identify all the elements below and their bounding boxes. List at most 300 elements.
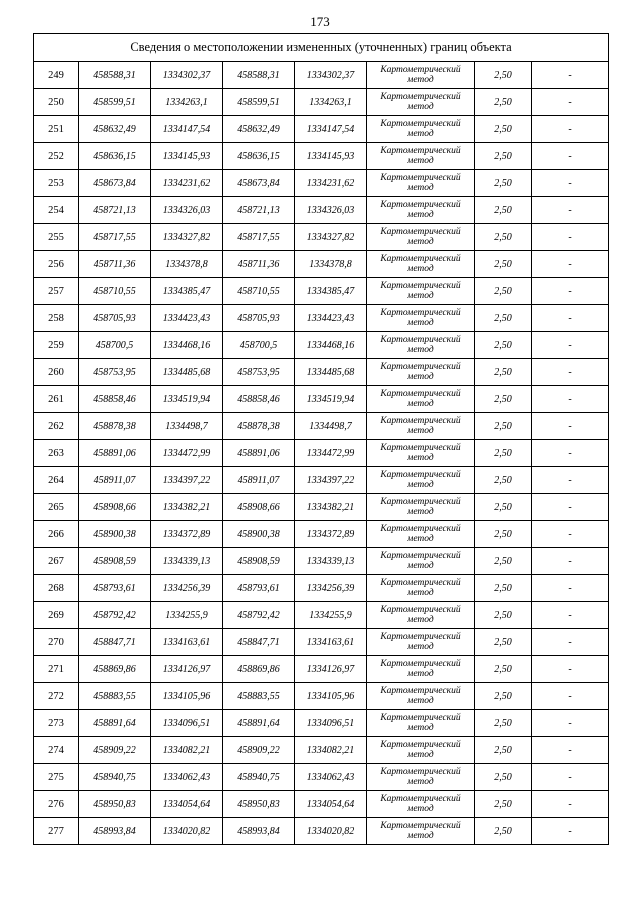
cell-description: - xyxy=(532,251,609,278)
cell-accuracy: 2,50 xyxy=(475,494,532,521)
cell-x-existing: 458753,95 xyxy=(79,359,151,386)
cell-description: - xyxy=(532,710,609,737)
method-line-1: Картометрический xyxy=(380,281,461,291)
cell-x-new: 458847,71 xyxy=(223,629,295,656)
method-line-2: метод xyxy=(407,750,434,760)
cell-determination-method xyxy=(367,710,475,737)
method-line-1: Картометрический xyxy=(380,713,461,723)
cell-accuracy: 2,50 xyxy=(475,62,532,89)
method-line-2: метод xyxy=(407,777,434,787)
table-row xyxy=(34,683,609,710)
cell-determination-method xyxy=(367,575,475,602)
cell-determination-method xyxy=(367,170,475,197)
cell-y-new: 1334020,82 xyxy=(295,818,367,845)
cell-determination-method xyxy=(367,413,475,440)
cell-description: - xyxy=(532,116,609,143)
cell-point-number: 259 xyxy=(34,332,79,359)
cell-x-new: 458710,55 xyxy=(223,278,295,305)
cell-determination-method xyxy=(367,494,475,521)
cell-y-existing: 1334498,7 xyxy=(151,413,223,440)
cell-x-existing: 458636,15 xyxy=(79,143,151,170)
cell-x-new: 458858,46 xyxy=(223,386,295,413)
cell-y-new: 1334472,99 xyxy=(295,440,367,467)
cell-description: - xyxy=(532,170,609,197)
cell-accuracy: 2,50 xyxy=(475,143,532,170)
method-line-1: Картометрический xyxy=(380,524,461,534)
table-row xyxy=(34,413,609,440)
cell-y-existing: 1334327,82 xyxy=(151,224,223,251)
method-line-2: метод xyxy=(407,318,434,328)
cell-x-existing: 458891,64 xyxy=(79,710,151,737)
cell-determination-method xyxy=(367,62,475,89)
cell-x-existing: 458588,31 xyxy=(79,62,151,89)
cell-y-existing: 1334096,51 xyxy=(151,710,223,737)
cell-x-new: 458717,55 xyxy=(223,224,295,251)
cell-y-new: 1334372,89 xyxy=(295,521,367,548)
method-line-1: Картометрический xyxy=(380,389,461,399)
cell-y-existing: 1334255,9 xyxy=(151,602,223,629)
cell-point-number: 273 xyxy=(34,710,79,737)
page-number: 173 xyxy=(310,14,330,29)
cell-x-new: 458950,83 xyxy=(223,791,295,818)
cell-y-new: 1334231,62 xyxy=(295,170,367,197)
cell-x-existing: 458721,13 xyxy=(79,197,151,224)
cell-x-new: 458673,84 xyxy=(223,170,295,197)
cell-point-number: 257 xyxy=(34,278,79,305)
cell-y-existing: 1334423,43 xyxy=(151,305,223,332)
cell-point-number: 260 xyxy=(34,359,79,386)
cell-y-existing: 1334231,62 xyxy=(151,170,223,197)
method-line-1: Картометрический xyxy=(380,416,461,426)
method-line-2: метод xyxy=(407,453,434,463)
cell-accuracy: 2,50 xyxy=(475,737,532,764)
cell-y-new: 1334082,21 xyxy=(295,737,367,764)
table-title-row xyxy=(34,34,609,62)
method-line-2: метод xyxy=(407,399,434,409)
cell-determination-method xyxy=(367,548,475,575)
cell-point-number: 272 xyxy=(34,683,79,710)
cell-y-new: 1334498,7 xyxy=(295,413,367,440)
cell-description: - xyxy=(532,413,609,440)
cell-point-number: 275 xyxy=(34,764,79,791)
cell-x-new: 458632,49 xyxy=(223,116,295,143)
cell-description: - xyxy=(532,305,609,332)
cell-x-new: 458705,93 xyxy=(223,305,295,332)
cell-x-new: 458993,84 xyxy=(223,818,295,845)
cell-point-number: 276 xyxy=(34,791,79,818)
method-line-1: Картометрический xyxy=(380,308,461,318)
cell-y-new: 1334054,64 xyxy=(295,791,367,818)
cell-accuracy: 2,50 xyxy=(475,575,532,602)
cell-y-existing: 1334519,94 xyxy=(151,386,223,413)
table-row xyxy=(34,629,609,656)
cell-x-new: 458636,15 xyxy=(223,143,295,170)
cell-description: - xyxy=(532,791,609,818)
cell-x-existing: 458908,66 xyxy=(79,494,151,521)
method-line-2: метод xyxy=(407,102,434,112)
table-row xyxy=(34,494,609,521)
cell-determination-method xyxy=(367,197,475,224)
cell-description: - xyxy=(532,683,609,710)
table-row xyxy=(34,143,609,170)
cell-y-existing: 1334385,47 xyxy=(151,278,223,305)
cell-accuracy: 2,50 xyxy=(475,440,532,467)
cell-point-number: 264 xyxy=(34,467,79,494)
cell-accuracy: 2,50 xyxy=(475,278,532,305)
cell-y-new: 1334327,82 xyxy=(295,224,367,251)
cell-y-new: 1334105,96 xyxy=(295,683,367,710)
method-line-2: метод xyxy=(407,534,434,544)
cell-point-number: 267 xyxy=(34,548,79,575)
method-line-2: метод xyxy=(407,291,434,301)
cell-y-new: 1334062,43 xyxy=(295,764,367,791)
cell-y-existing: 1334126,97 xyxy=(151,656,223,683)
cell-x-existing: 458883,55 xyxy=(79,683,151,710)
method-line-1: Картометрический xyxy=(380,65,461,75)
cell-description: - xyxy=(532,467,609,494)
cell-x-existing: 458908,59 xyxy=(79,548,151,575)
table-row xyxy=(34,440,609,467)
table-title: Сведения о местоположении измененных (уточненных) границ объекта xyxy=(34,34,609,62)
cell-description: - xyxy=(532,89,609,116)
cell-point-number: 265 xyxy=(34,494,79,521)
cell-determination-method xyxy=(367,89,475,116)
method-line-1: Картометрический xyxy=(380,632,461,642)
method-line-2: метод xyxy=(407,723,434,733)
cell-accuracy: 2,50 xyxy=(475,791,532,818)
method-line-2: метод xyxy=(407,129,434,139)
method-line-1: Картометрический xyxy=(380,227,461,237)
cell-point-number: 258 xyxy=(34,305,79,332)
cell-accuracy: 2,50 xyxy=(475,656,532,683)
cell-y-new: 1334382,21 xyxy=(295,494,367,521)
cell-x-new: 458792,42 xyxy=(223,602,295,629)
method-line-1: Картометрический xyxy=(380,767,461,777)
method-line-1: Картометрический xyxy=(380,659,461,669)
cell-determination-method xyxy=(367,683,475,710)
cell-x-new: 458911,07 xyxy=(223,467,295,494)
cell-point-number: 249 xyxy=(34,62,79,89)
cell-determination-method xyxy=(367,467,475,494)
cell-point-number: 270 xyxy=(34,629,79,656)
cell-point-number: 268 xyxy=(34,575,79,602)
cell-accuracy: 2,50 xyxy=(475,116,532,143)
cell-x-new: 458900,38 xyxy=(223,521,295,548)
cell-y-existing: 1334378,8 xyxy=(151,251,223,278)
cell-accuracy: 2,50 xyxy=(475,359,532,386)
cell-y-new: 1334096,51 xyxy=(295,710,367,737)
cell-x-existing: 458847,71 xyxy=(79,629,151,656)
cell-y-new: 1334378,8 xyxy=(295,251,367,278)
cell-determination-method xyxy=(367,305,475,332)
cell-accuracy: 2,50 xyxy=(475,251,532,278)
cell-x-new: 458908,66 xyxy=(223,494,295,521)
cell-accuracy: 2,50 xyxy=(475,89,532,116)
cell-x-existing: 458858,46 xyxy=(79,386,151,413)
method-line-1: Картометрический xyxy=(380,470,461,480)
table-row xyxy=(34,89,609,116)
cell-determination-method xyxy=(367,224,475,251)
cell-determination-method xyxy=(367,386,475,413)
cell-accuracy: 2,50 xyxy=(475,467,532,494)
cell-determination-method xyxy=(367,440,475,467)
cell-y-new: 1334485,68 xyxy=(295,359,367,386)
method-line-2: метод xyxy=(407,480,434,490)
cell-x-existing: 458792,42 xyxy=(79,602,151,629)
cell-description: - xyxy=(532,764,609,791)
method-line-2: метод xyxy=(407,642,434,652)
cell-x-existing: 458705,93 xyxy=(79,305,151,332)
cell-accuracy: 2,50 xyxy=(475,683,532,710)
cell-x-new: 458721,13 xyxy=(223,197,295,224)
method-line-2: метод xyxy=(407,264,434,274)
method-line-2: метод xyxy=(407,210,434,220)
method-line-1: Картометрический xyxy=(380,119,461,129)
cell-description: - xyxy=(532,359,609,386)
cell-determination-method xyxy=(367,143,475,170)
cell-description: - xyxy=(532,62,609,89)
method-line-2: метод xyxy=(407,804,434,814)
cell-y-new: 1334302,37 xyxy=(295,62,367,89)
cell-accuracy: 2,50 xyxy=(475,602,532,629)
cell-y-existing: 1334382,21 xyxy=(151,494,223,521)
cell-point-number: 277 xyxy=(34,818,79,845)
cell-x-existing: 458900,38 xyxy=(79,521,151,548)
cell-y-existing: 1334302,37 xyxy=(151,62,223,89)
cell-point-number: 263 xyxy=(34,440,79,467)
cell-y-new: 1334163,61 xyxy=(295,629,367,656)
cell-y-new: 1334256,39 xyxy=(295,575,367,602)
cell-x-existing: 458717,55 xyxy=(79,224,151,251)
cell-x-existing: 458632,49 xyxy=(79,116,151,143)
table-row xyxy=(34,737,609,764)
cell-determination-method xyxy=(367,116,475,143)
cell-x-new: 458908,59 xyxy=(223,548,295,575)
cell-determination-method xyxy=(367,818,475,845)
cell-y-new: 1334385,47 xyxy=(295,278,367,305)
cell-accuracy: 2,50 xyxy=(475,710,532,737)
table-row xyxy=(34,332,609,359)
cell-determination-method xyxy=(367,791,475,818)
cell-point-number: 271 xyxy=(34,656,79,683)
method-line-2: метод xyxy=(407,507,434,517)
cell-point-number: 250 xyxy=(34,89,79,116)
cell-description: - xyxy=(532,386,609,413)
table-row xyxy=(34,359,609,386)
cell-y-existing: 1334372,89 xyxy=(151,521,223,548)
cell-point-number: 261 xyxy=(34,386,79,413)
cell-description: - xyxy=(532,143,609,170)
method-line-1: Картометрический xyxy=(380,254,461,264)
cell-y-existing: 1334339,13 xyxy=(151,548,223,575)
cell-point-number: 252 xyxy=(34,143,79,170)
table-row xyxy=(34,197,609,224)
cell-accuracy: 2,50 xyxy=(475,818,532,845)
cell-y-new: 1334339,13 xyxy=(295,548,367,575)
cell-accuracy: 2,50 xyxy=(475,197,532,224)
method-line-1: Картометрический xyxy=(380,794,461,804)
table-row xyxy=(34,170,609,197)
cell-point-number: 255 xyxy=(34,224,79,251)
cell-point-number: 251 xyxy=(34,116,79,143)
cell-description: - xyxy=(532,818,609,845)
cell-x-existing: 458711,36 xyxy=(79,251,151,278)
cell-point-number: 254 xyxy=(34,197,79,224)
cell-x-existing: 458940,75 xyxy=(79,764,151,791)
cell-description: - xyxy=(532,494,609,521)
cell-accuracy: 2,50 xyxy=(475,629,532,656)
method-line-1: Картометрический xyxy=(380,362,461,372)
cell-determination-method xyxy=(367,251,475,278)
cell-point-number: 253 xyxy=(34,170,79,197)
cell-y-existing: 1334263,1 xyxy=(151,89,223,116)
method-line-2: метод xyxy=(407,345,434,355)
table-row xyxy=(34,224,609,251)
cell-y-existing: 1334326,03 xyxy=(151,197,223,224)
cell-y-existing: 1334062,43 xyxy=(151,764,223,791)
cell-accuracy: 2,50 xyxy=(475,548,532,575)
cell-description: - xyxy=(532,737,609,764)
method-line-1: Картометрический xyxy=(380,92,461,102)
cell-y-existing: 1334397,22 xyxy=(151,467,223,494)
cell-description: - xyxy=(532,521,609,548)
cell-y-existing: 1334147,54 xyxy=(151,116,223,143)
cell-y-existing: 1334020,82 xyxy=(151,818,223,845)
method-line-2: метод xyxy=(407,669,434,679)
cell-accuracy: 2,50 xyxy=(475,764,532,791)
cell-y-existing: 1334468,16 xyxy=(151,332,223,359)
table-row xyxy=(34,521,609,548)
cell-description: - xyxy=(532,224,609,251)
cell-determination-method xyxy=(367,332,475,359)
cell-x-existing: 458878,38 xyxy=(79,413,151,440)
cell-y-new: 1334519,94 xyxy=(295,386,367,413)
cell-x-existing: 458599,51 xyxy=(79,89,151,116)
cell-y-existing: 1334082,21 xyxy=(151,737,223,764)
table-row xyxy=(34,467,609,494)
table-row xyxy=(34,62,609,89)
cell-accuracy: 2,50 xyxy=(475,170,532,197)
method-line-2: метод xyxy=(407,426,434,436)
cell-y-existing: 1334054,64 xyxy=(151,791,223,818)
method-line-1: Картометрический xyxy=(380,200,461,210)
method-line-1: Картометрический xyxy=(380,821,461,831)
cell-y-existing: 1334145,93 xyxy=(151,143,223,170)
method-line-2: метод xyxy=(407,237,434,247)
cell-point-number: 262 xyxy=(34,413,79,440)
cell-x-new: 458883,55 xyxy=(223,683,295,710)
cell-y-new: 1334423,43 xyxy=(295,305,367,332)
cell-x-new: 458878,38 xyxy=(223,413,295,440)
cell-y-new: 1334255,9 xyxy=(295,602,367,629)
cell-determination-method xyxy=(367,764,475,791)
cell-point-number: 269 xyxy=(34,602,79,629)
cell-x-new: 458793,61 xyxy=(223,575,295,602)
cell-y-new: 1334147,54 xyxy=(295,116,367,143)
method-line-1: Картометрический xyxy=(380,740,461,750)
table-row xyxy=(34,278,609,305)
method-line-1: Картометрический xyxy=(380,578,461,588)
cell-determination-method xyxy=(367,278,475,305)
method-line-2: метод xyxy=(407,696,434,706)
table-body xyxy=(34,34,609,845)
cell-point-number: 256 xyxy=(34,251,79,278)
cell-y-existing: 1334472,99 xyxy=(151,440,223,467)
cell-y-new: 1334397,22 xyxy=(295,467,367,494)
cell-x-existing: 458993,84 xyxy=(79,818,151,845)
cell-description: - xyxy=(532,278,609,305)
table-row xyxy=(34,575,609,602)
cell-y-new: 1334145,93 xyxy=(295,143,367,170)
cell-x-new: 458599,51 xyxy=(223,89,295,116)
cell-y-new: 1334326,03 xyxy=(295,197,367,224)
cell-y-existing: 1334163,61 xyxy=(151,629,223,656)
table-row xyxy=(34,386,609,413)
method-line-2: метод xyxy=(407,183,434,193)
method-line-1: Картометрический xyxy=(380,443,461,453)
method-line-2: метод xyxy=(407,831,434,841)
cell-determination-method xyxy=(367,359,475,386)
cell-y-new: 1334468,16 xyxy=(295,332,367,359)
cell-determination-method xyxy=(367,629,475,656)
cell-point-number: 274 xyxy=(34,737,79,764)
cell-x-existing: 458909,22 xyxy=(79,737,151,764)
cell-x-existing: 458673,84 xyxy=(79,170,151,197)
method-line-2: метод xyxy=(407,156,434,166)
cell-description: - xyxy=(532,332,609,359)
cell-accuracy: 2,50 xyxy=(475,224,532,251)
table-row xyxy=(34,764,609,791)
method-line-2: метод xyxy=(407,372,434,382)
cell-determination-method xyxy=(367,656,475,683)
cell-accuracy: 2,50 xyxy=(475,386,532,413)
cell-description: - xyxy=(532,197,609,224)
cell-x-new: 458711,36 xyxy=(223,251,295,278)
cell-determination-method xyxy=(367,602,475,629)
cell-x-existing: 458869,86 xyxy=(79,656,151,683)
cell-y-new: 1334263,1 xyxy=(295,89,367,116)
table-row xyxy=(34,710,609,737)
method-line-1: Картометрический xyxy=(380,173,461,183)
cell-x-existing: 458710,55 xyxy=(79,278,151,305)
coordinates-table xyxy=(33,33,609,845)
method-line-1: Картометрический xyxy=(380,146,461,156)
cell-x-existing: 458911,07 xyxy=(79,467,151,494)
cell-y-new: 1334126,97 xyxy=(295,656,367,683)
cell-accuracy: 2,50 xyxy=(475,305,532,332)
cell-determination-method xyxy=(367,521,475,548)
table-row xyxy=(34,656,609,683)
cell-description: - xyxy=(532,575,609,602)
table-row xyxy=(34,305,609,332)
method-line-2: метод xyxy=(407,75,434,85)
cell-description: - xyxy=(532,602,609,629)
table-row xyxy=(34,251,609,278)
cell-x-existing: 458793,61 xyxy=(79,575,151,602)
cell-x-new: 458700,5 xyxy=(223,332,295,359)
method-line-1: Картометрический xyxy=(380,335,461,345)
cell-x-new: 458753,95 xyxy=(223,359,295,386)
cell-x-new: 458891,64 xyxy=(223,710,295,737)
cell-determination-method xyxy=(367,737,475,764)
cell-description: - xyxy=(532,629,609,656)
cell-x-existing: 458700,5 xyxy=(79,332,151,359)
table-row xyxy=(34,602,609,629)
cell-y-existing: 1334256,39 xyxy=(151,575,223,602)
table-row xyxy=(34,791,609,818)
cell-y-existing: 1334105,96 xyxy=(151,683,223,710)
cell-accuracy: 2,50 xyxy=(475,521,532,548)
